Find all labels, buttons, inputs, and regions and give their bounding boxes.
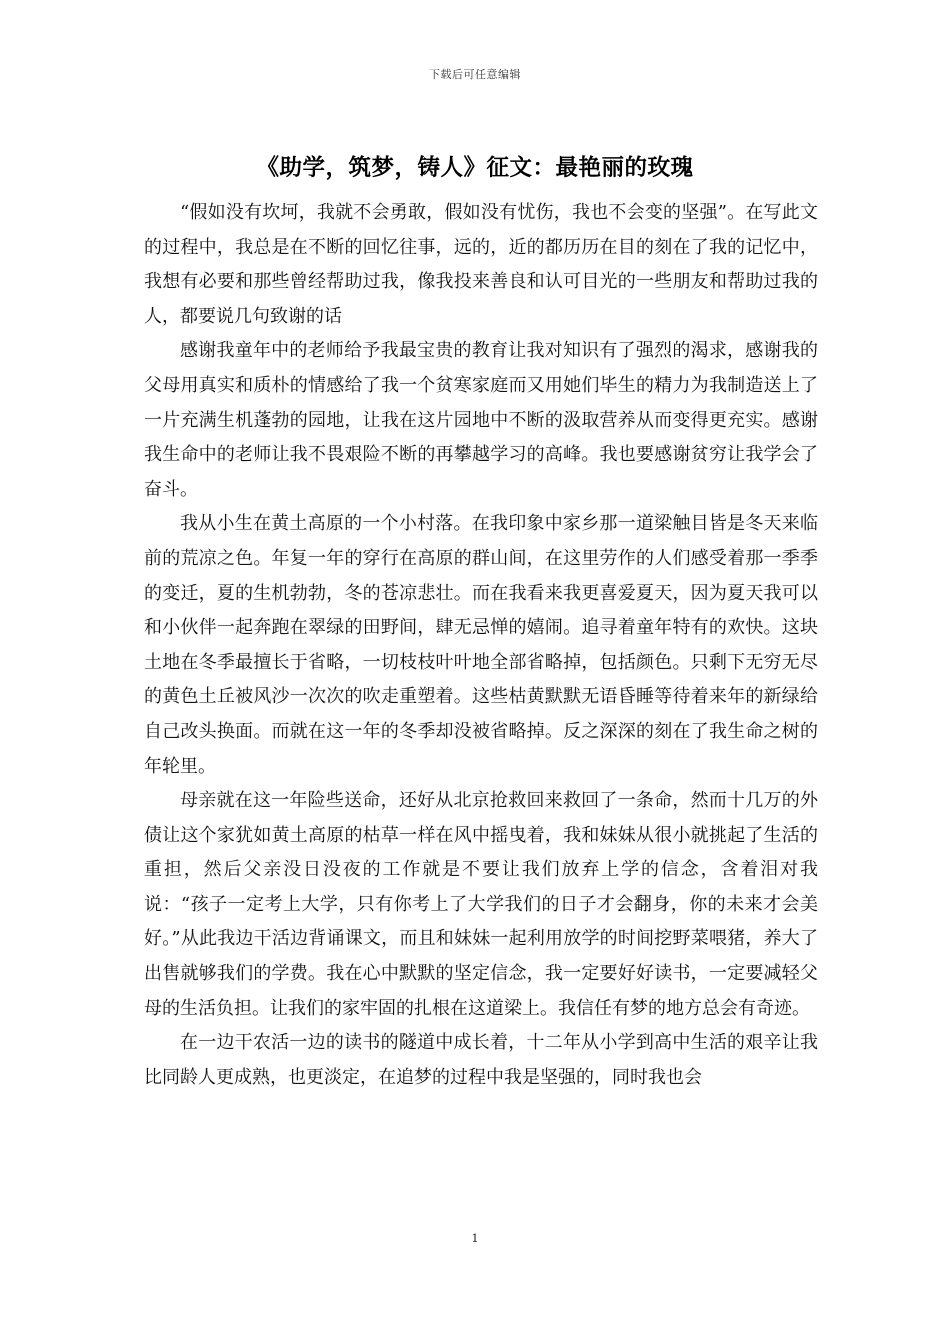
document-body [144, 196, 818, 1095]
document-title: 《助学，筑梦，铸人》征文：最艳丽的玫瑰 [256, 155, 694, 181]
paragraph-4: 母亲就在这一年险些送命，还好从北京抢救回来救回了一条命，然而十几万的外债让这个家犹如黄土高原的枯草一样在风中摇曳着，我和妹妹从很小就挑起了生活的重担，然后父亲没日没夜的工作就是不要让我们放弃上学的信念，含着泪对我说：“孩子一定考上大学，只有你考上了大学我们的日子才会翻身，你的未来才会美好。”从此我边干活边背诵课文，而且和妹妹一起利用放学的时间挖野菜喂猪，养大了出售就够我们的学费。我在心中默默的坚定信念，我一定要好好读书，一定要减轻父母的生活负担。让我们的家牢固的扎根在这道梁上。我信任有梦的地方总会有奇迹。 [144, 790, 818, 1019]
header-note: 下载后可任意编辑 [429, 68, 521, 81]
paragraph-5: 在一边干农活一边的读书的隧道中成长着，十二年从小学到高中生活的艰辛让我比同龄人更成熟，也更淡定，在追梦的过程中我是坚强的，同时我也会 [144, 1032, 818, 1088]
page-number: 1 [471, 1232, 479, 1245]
paragraph-3: 我从小生在黄土高原的一个小村落。在我印象中家乡那一道梁触目皆是冬天来临前的荒凉之色。年复一年的穿行在高原的群山间，在这里劳作的人们感受着那一季季的变迁，夏的生机勃勃，冬的苍凉悲壮。而在我看来我更喜爱夏天，因为夏天我可以和小伙伴一起奔跑在翠绿的田野间，肆无忌惮的嬉闹。追寻着童年特有的欢快。这块土地在冬季最擅长于省略，一切枝枝叶叶地全部省略掉，包括颜色。只剩下无穷无尽的黄色土丘被风沙一次次的吹走重塑着。这些枯黄默默无语昏睡等待着来年的新绿给自己改头换面。而就在这一年的冬季却没被省略掉。反之深深的刻在了我生命之树的年轮里。 [144, 513, 818, 777]
paragraph-2: 感谢我童年中的老师给予我最宝贵的教育让我对知识有了强烈的渴求，感谢我的父母用真实和质朴的情感给了我一个贫寒家庭而又用她们毕生的精力为我制造送上了一片充满生机蓬勃的园地，让我在这片园地中不断的汲取营养从而变得更充实。感谢我生命中的老师让我不畏艰险不断的再攀越学习的高峰。我也要感谢贫穷让我学会了奋斗。 [144, 340, 818, 500]
paragraph-1: “假如没有坎坷，我就不会勇敢，假如没有忧伤，我也不会变的坚强”。在写此文的过程中，我总是在不断的回忆往事，远的，近的都历历在目的刻在了我的记忆中，我想有必要和那些曾经帮助过我，像我投来善良和认可目光的一些朋友和帮助过我的人，都要说几句致谢的话 [144, 202, 818, 327]
